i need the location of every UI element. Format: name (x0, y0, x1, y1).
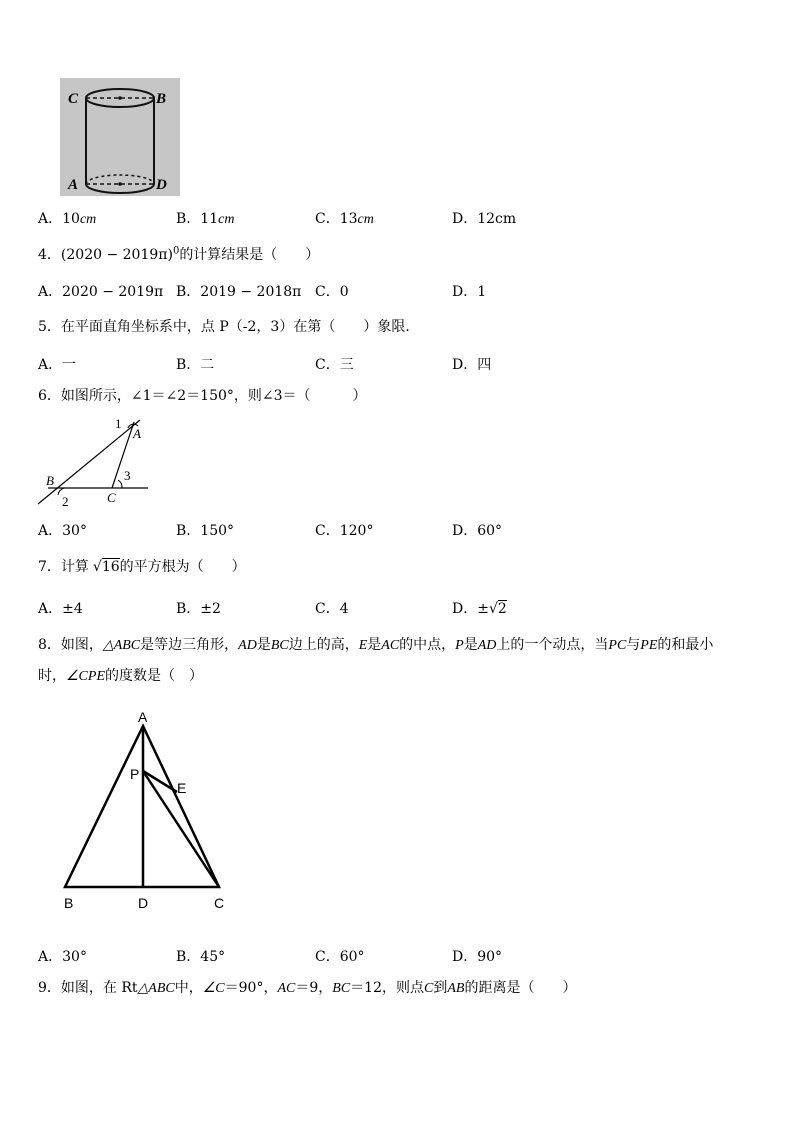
q8-option-b: B．45° (176, 949, 226, 965)
q3-option-a: A．10cm (38, 211, 97, 227)
q7-option-a: A．±4 (38, 601, 83, 617)
q8-option-c: C．60° (315, 949, 365, 965)
label-a: A (133, 426, 141, 441)
q8-option-d: D．90° (452, 949, 503, 965)
bottom-center-dot (118, 182, 122, 186)
label-c: C (107, 490, 116, 505)
q4-exponent: 0 (172, 245, 180, 257)
label-b: B (46, 473, 54, 488)
q6-option-a: A．30° (38, 523, 87, 539)
q9-question: 9．如图，在 Rt△ABC中，∠C＝90°，AC＝9，BC＝12，则点C到AB的距离是（ ） (38, 980, 577, 996)
label-2: 2 (62, 494, 69, 509)
q5-question: 5．在平面直角坐标系中，点 P（-2，3）在第（ ）象限． (38, 319, 420, 335)
label-e: E (177, 780, 187, 796)
label-3: 3 (124, 468, 131, 483)
q6-option-c: C．120° (315, 523, 374, 539)
label-a: A (68, 177, 79, 193)
q3-option-b: B．11cm (176, 211, 235, 227)
q4-expression: (2020 − 2019π) (60, 247, 173, 263)
q7-radicand: 16 (101, 559, 120, 575)
q8-question-line2: 时，∠CPE的度数是（ ） (38, 668, 203, 684)
line-ba (38, 420, 140, 504)
label-1: 1 (115, 416, 122, 431)
q6-question: 6．如图所示，∠1＝∠2＝150°，则∠3＝（ ） (38, 388, 367, 404)
cylinder-figure (60, 78, 180, 196)
q3-option-d: D．12cm (452, 211, 517, 227)
label-d: D (138, 895, 149, 911)
q4-option-a: A．2020 − 2019π (38, 284, 164, 300)
cylinder-drawing (60, 78, 180, 196)
label-c: C (68, 91, 79, 107)
top-center-dot (118, 96, 122, 100)
q5-option-c: C．三 (315, 357, 354, 373)
q8-question-line1: 8．如图，△ABC是等边三角形，AD是BC边上的高，E是AC的中点，P是AD上的一个动点，当PC与PE的和最小 (38, 637, 714, 653)
q4-option-c: C．0 (315, 284, 349, 300)
label-d: D (156, 177, 167, 193)
label-b: B (156, 91, 167, 107)
q3-option-c: C．13cm (315, 211, 374, 227)
segment-pe (143, 771, 177, 792)
label-a: A (138, 709, 148, 725)
q6-option-b: B．150° (176, 523, 235, 539)
label-p: P (130, 766, 140, 782)
q6-option-d: D．60° (452, 523, 503, 539)
angle-3-arc (118, 480, 122, 488)
q4-option-d: D．1 (452, 284, 487, 300)
q5-option-a: A．一 (38, 357, 77, 373)
q5-option-d: D．四 (452, 357, 492, 373)
label-c: C (214, 895, 225, 911)
q4-option-b: B．2019 − 2018π (176, 284, 302, 300)
label-b: B (64, 895, 74, 911)
line-ca (112, 422, 134, 488)
q7-option-d: D．±√2 (452, 601, 507, 617)
q4-question: 4．$(2020 - 2019\pi)^0$的计算结果是（ ） (38, 245, 320, 263)
q8-triangle-figure (52, 704, 242, 916)
q7-question: 7．计算 √16的平方根为（ ） (38, 559, 246, 575)
q5-option-b: B．二 (176, 357, 215, 373)
q7-option-b: B．±2 (176, 601, 221, 617)
q7-option-c: C．4 (315, 601, 349, 617)
q6-angle-figure (34, 408, 154, 512)
q8-option-a: A．30° (38, 949, 87, 965)
